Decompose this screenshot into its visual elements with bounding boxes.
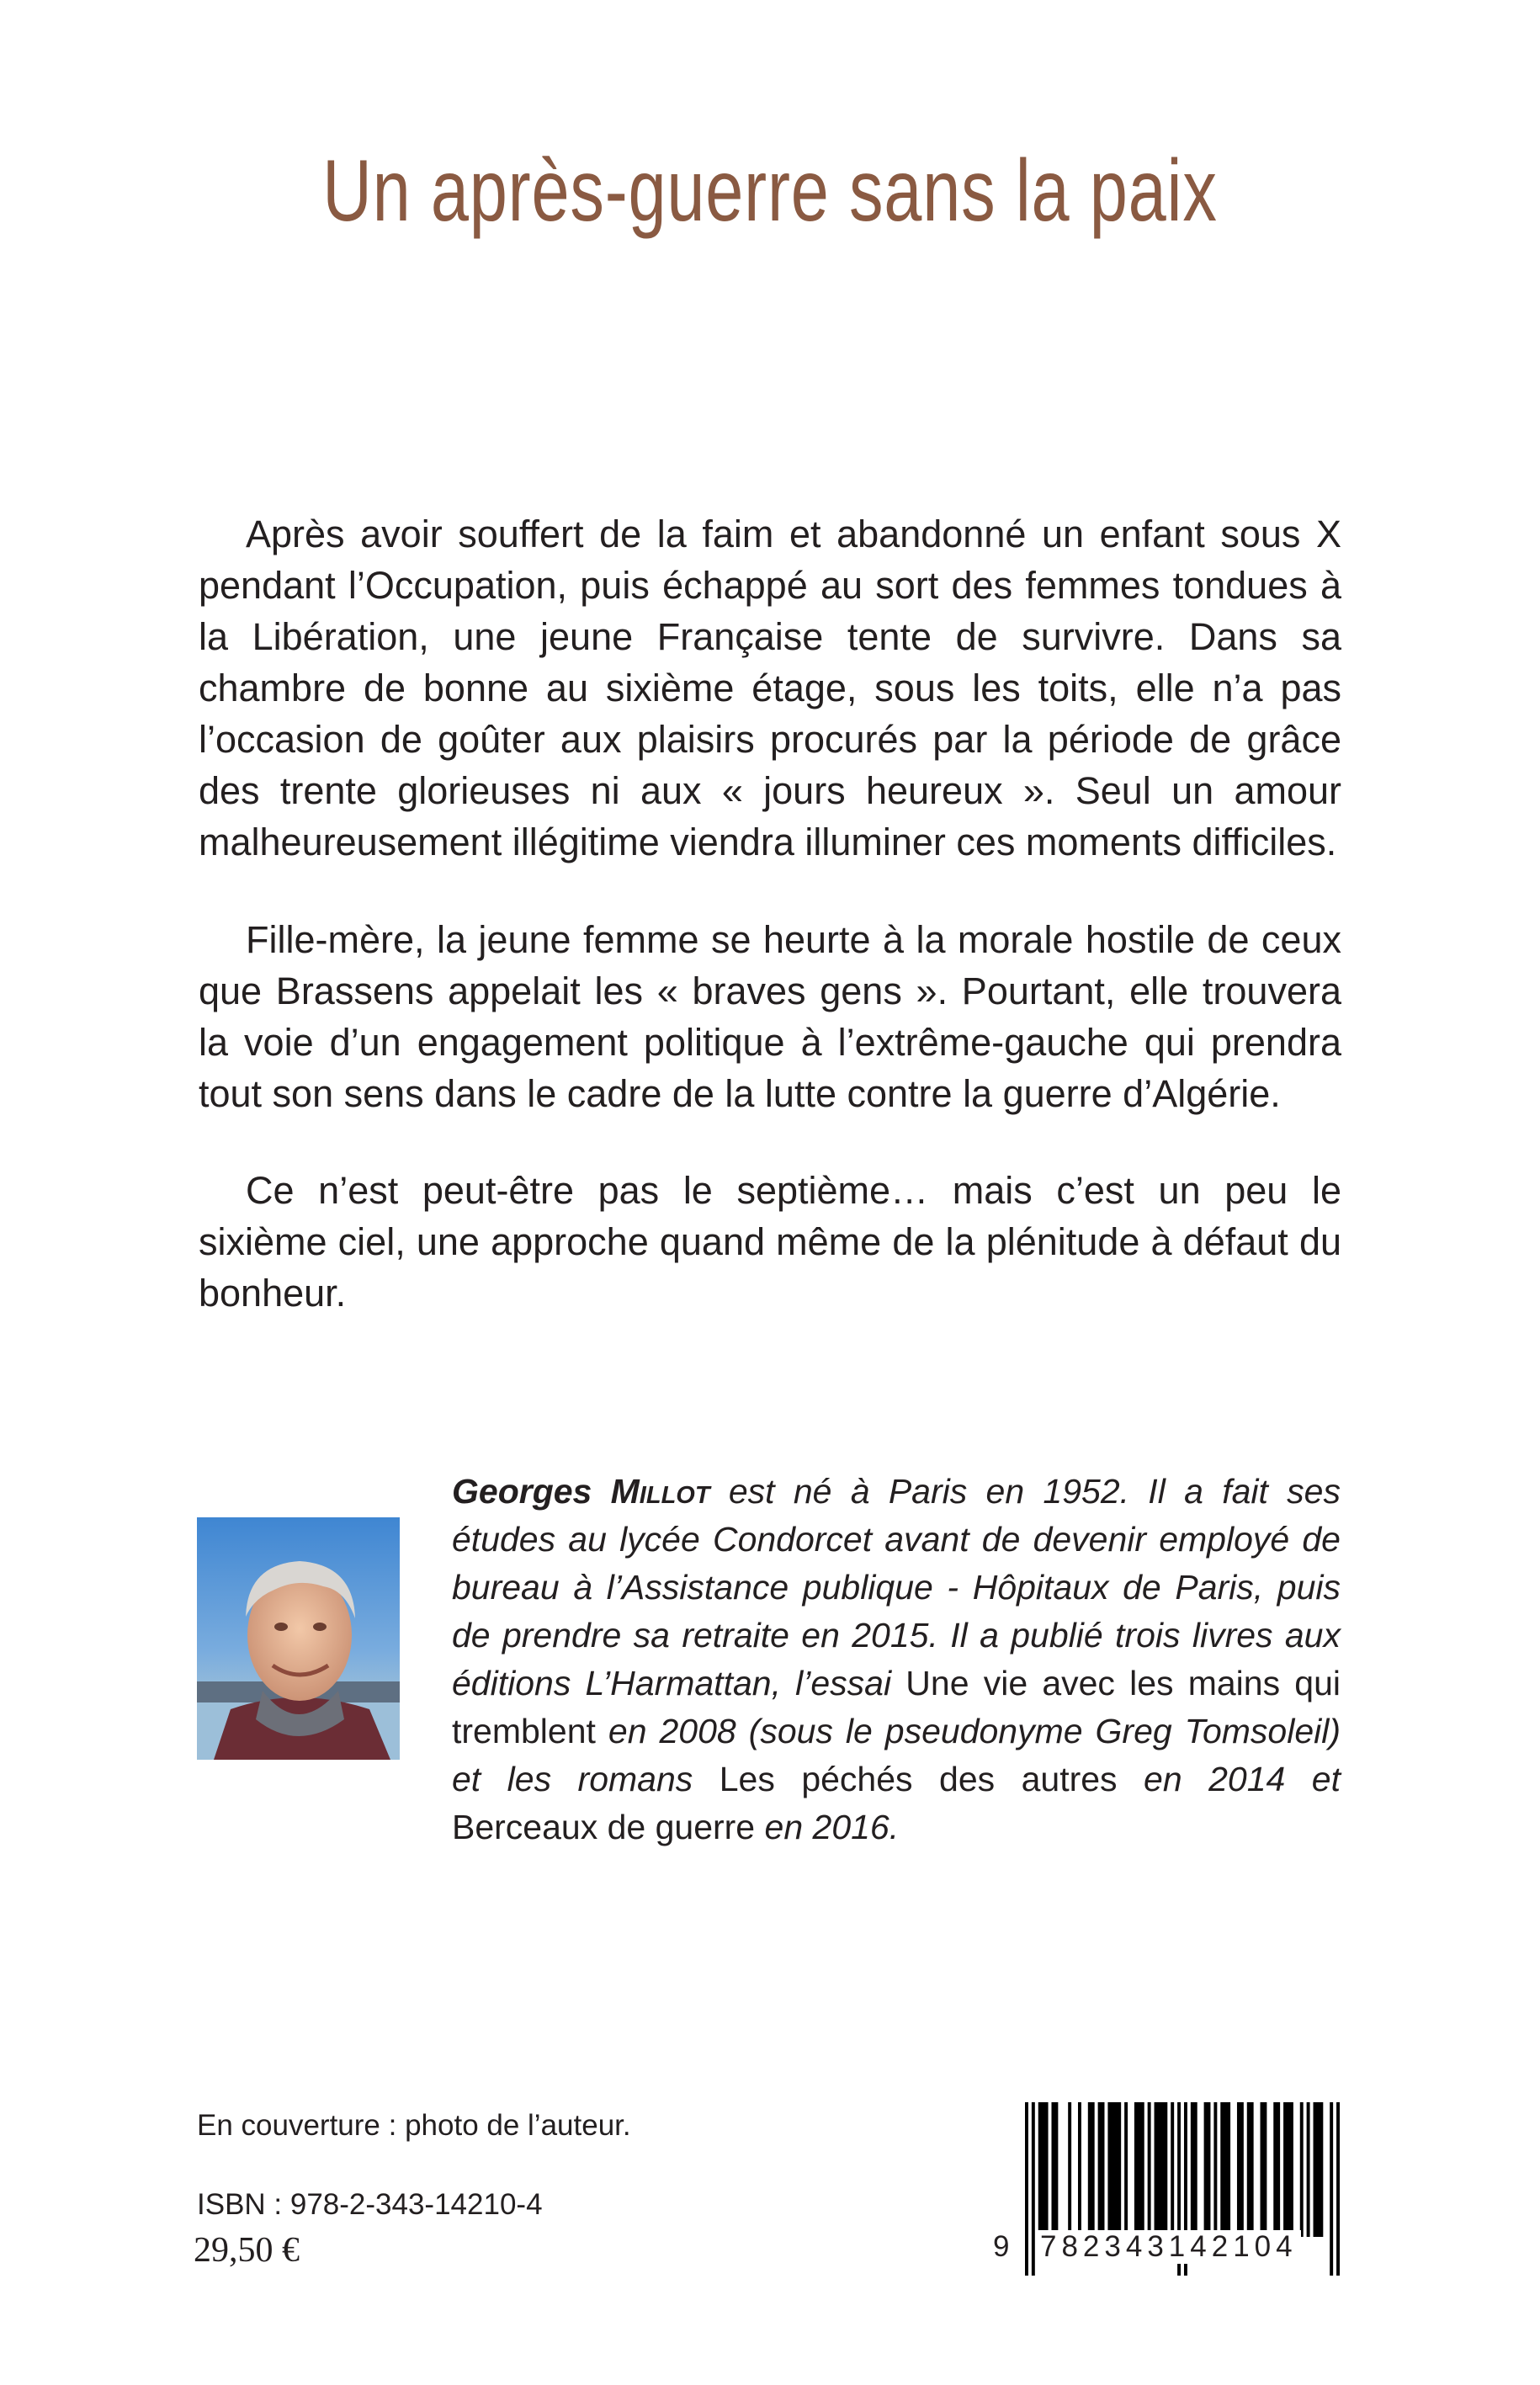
barcode-bar-20	[1237, 2102, 1244, 2237]
barcode-number: 782343142104	[1037, 2230, 1301, 2264]
author-last-name: Millot	[610, 1472, 710, 1511]
author-portrait-image	[197, 1517, 400, 1760]
barcode-bar-12	[1155, 2102, 1168, 2237]
book-title-1: Une vie avec les mains qui tremblent	[452, 1664, 1341, 1750]
blurb-paragraph-3: Ce n’est peut-être pas le septième… mais c’est un peu le sixième ciel, une approche quand même de la plénitude à défaut du bonheur.	[199, 1169, 1341, 1315]
bio-text-2: en 2008 (sous le pseudonyme Greg Tomsoleil) et les romans	[452, 1712, 1341, 1798]
barcode-bar-21	[1247, 2102, 1254, 2237]
barcode-bar-28	[1330, 2102, 1333, 2276]
barcode-bar-26	[1307, 2102, 1310, 2237]
book-title-3: Berceaux de guerre	[452, 1808, 756, 1846]
barcode-bar-17	[1204, 2102, 1211, 2237]
barcode-first-digit: 9	[993, 2230, 1015, 2263]
barcode-bar-16	[1191, 2102, 1197, 2237]
blurb-paragraph-2: Fille-mère, la jeune femme se heurte à la morale hostile de ceux que Brassens appelait les « braves gens ». Pourtant, elle trouvera la voie d’un engagement politique à l’extrême-gauche qui prendra tout son sens dans le cadre de la lutte contre la guerre d’Algérie.	[199, 918, 1341, 1115]
barcode-bar-24	[1283, 2102, 1293, 2237]
price: 29,50 €	[194, 2231, 300, 2270]
bio-text-4: en 2016.	[755, 1808, 900, 1846]
book-title-2: Les péchés des autres	[719, 1760, 1118, 1798]
author-biography	[452, 1468, 1341, 1851]
bio-text-1: est né à Paris en 1952. Il a fait ses études au lycée Condorcet avant de devenir employé de bureau à l’Assistance publique - Hôpitaux de Paris, puis de prendre sa retraite en 2015. Il a publié trois livres aux éditions L’Harmattan, l’essai	[452, 1472, 1341, 1702]
cover-credit: En couverture : photo de l’auteur.	[197, 2109, 631, 2142]
barcode-bar-22	[1261, 2102, 1267, 2237]
barcode-bar-18	[1213, 2102, 1217, 2237]
barcode-bar-10	[1134, 2102, 1144, 2237]
barcode-bar-4	[1068, 2102, 1071, 2237]
barcode-bar-3	[1051, 2102, 1058, 2237]
barcode-bar-27	[1314, 2102, 1324, 2237]
barcode-bar-2	[1038, 2102, 1049, 2237]
barcode-bar-8	[1107, 2102, 1121, 2237]
barcode-bar-5	[1078, 2102, 1081, 2237]
barcode-bar-9	[1124, 2102, 1128, 2237]
barcode-bar-23	[1273, 2102, 1280, 2237]
bio-text-3: en 2014 et	[1117, 1760, 1341, 1798]
barcode-bar-13	[1171, 2102, 1174, 2237]
barcode-bar-0	[1025, 2102, 1028, 2276]
barcode-bar-25	[1300, 2102, 1304, 2237]
barcode-bar-19	[1220, 2102, 1230, 2237]
book-title: Un après-guerre sans la paix	[322, 142, 1218, 240]
isbn: ISBN : 978-2-343-14210-4	[197, 2188, 543, 2221]
author-photo	[197, 1517, 400, 1760]
barcode-bar-29	[1336, 2102, 1340, 2276]
author-first-name: Georges	[452, 1472, 592, 1511]
barcode-bar-11	[1148, 2102, 1151, 2237]
blurb-paragraph-1: Après avoir souffert de la faim et abandonné un enfant sous X pendant l’Occupation, puis échappé au sort des femmes tondues à la Libération, une jeune Française tente de survivre. Dans sa chambre de bonne au sixième étage, sous les toits, elle n’a pas l’occasion de goûter aux plaisirs procurés par la période de grâce des trente glorieuses ni aux « jours heureux ». Seul un amour malheureusement illégitime viendra illuminer ces moments difficiles.	[199, 513, 1341, 863]
barcode-bar-6	[1088, 2102, 1095, 2237]
barcode-bar-1	[1032, 2102, 1035, 2276]
barcode-bar-7	[1098, 2102, 1105, 2237]
